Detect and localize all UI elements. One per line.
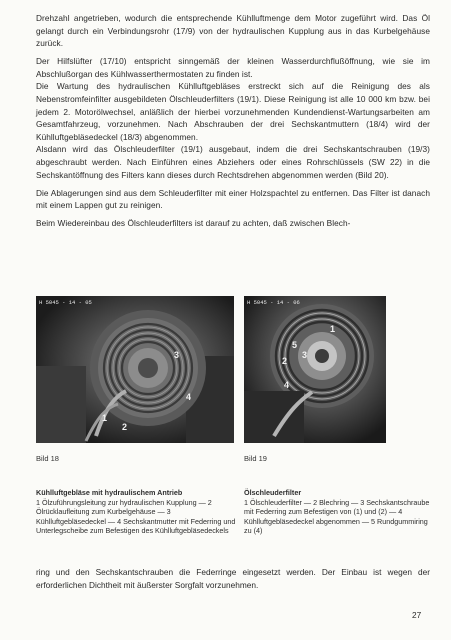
paragraph: Die Ablagerungen sind aus dem Schleuderfilter mit einer Holzspachtel zu entfernen. Das Filter ist danach mit einem Lappen gut zu reinigen. bbox=[36, 187, 430, 211]
figure-label: Bild 19 bbox=[244, 454, 267, 463]
paragraph: Die Wartung des hydraulischen Kühlluftgebläses erstreckt sich auf die Reinigung des als Nebenstromfeinfilter ausgebildeten Ölschleuderfilters (19/1). Diese Reinigung ist alle 10 000 km bzw. bei jedem 2. Motorölwechsel, anläßlich der hierbei vorzunehmenden Kundendienst-Wartungsarbeiten am Gesamtfahrzeug, vorzunehmen. Nach Abschrauben der drei Sechskantmuttern (18/4) wird der Kühlluftgebläsedeckel (18/3) abgenommen. bbox=[36, 81, 430, 142]
callout: 3 bbox=[174, 350, 180, 360]
page-number: 27 bbox=[412, 610, 422, 620]
body-text bbox=[36, 12, 430, 236]
caption-text: 1 Ölzuführungsleitung zur hydraulischen Kupplung — 2 Ölrücklaufleitung zum Kurbelgehäuse — 3 Kühlluftgebläsedeckel — 4 Sechskantmutter mit Federring und Unterlegscheibe zum Befestigen des Kühlluftgebläsedeckels bbox=[36, 497, 236, 536]
callout: 3 bbox=[302, 350, 308, 360]
paragraph: Drehzahl angetrieben, wodurch die entsprechende Kühlluftmenge dem Motor zugeführt wird. Das Öl gelangt durch ein Verbindungsrohr (17/9) von der hydraulischen Kupplung aus in das Kurbelgehäuse zurück. bbox=[36, 13, 430, 49]
continued-paragraph: ring und den Sechskantschrauben die Federringe eingesetzt werden. Der Einbau ist wegen der erforderlichen Dichtheit mit äußerster Sorgfalt vorzunehmen. bbox=[36, 567, 430, 590]
photo-oil-centrifugal-filter bbox=[244, 296, 386, 443]
callout: 1 bbox=[102, 413, 108, 423]
caption-title: Kühlluftgebläse mit hydraulischem Antrieb bbox=[36, 488, 183, 497]
photo-code: H 5045 - 14 - 05 bbox=[39, 299, 92, 306]
callout: 1 bbox=[330, 324, 336, 334]
caption-title: Ölschleuderfilter bbox=[244, 488, 302, 497]
paragraph: Beim Wiedereinbau des Ölschleuderfilters ist darauf zu achten, daß zwischen Blech- bbox=[36, 218, 351, 229]
callout: 5 bbox=[292, 340, 298, 350]
paragraph: Alsdann wird das Ölschleuderfilter (19/1) ausgebaut, indem die drei Sechskantschrauben (19/3) abgeschraubt werden. Nach Einführen eines Abziehers oder eines Rohrschlüssels (SW 22) in die Sechskantöffnung des Filters kann dieses durch Rechtsdrehen abgenommen werden (Bild 20). bbox=[36, 144, 430, 180]
photo-fan-hydraulic-drive bbox=[36, 296, 234, 443]
callout: 2 bbox=[122, 422, 128, 432]
figure-caption bbox=[244, 488, 430, 536]
photo-code: H 5045 - 14 - 06 bbox=[247, 299, 300, 306]
callout: 4 bbox=[186, 392, 192, 402]
callout: 4 bbox=[284, 380, 290, 390]
figure-label: Bild 18 bbox=[36, 454, 59, 463]
paragraph: Der Hilfslüfter (17/10) entspricht sinngemäß der kleinen Wasserdurchflußöffnung, wie sie im Abschlußorgan des Kühlwasserthermostaten zu finden ist. bbox=[36, 56, 430, 79]
figure-caption bbox=[36, 488, 236, 536]
callout: 2 bbox=[282, 356, 288, 366]
caption-text: 1 Ölschleuderfilter — 2 Blechring — 3 Sechskantschraube mit Federring zum Befestigen von (1) und (2) — 4 Kühlluftgebläsedeckel abgenommen — 5 Rundgummiring zu (4) bbox=[244, 497, 430, 536]
